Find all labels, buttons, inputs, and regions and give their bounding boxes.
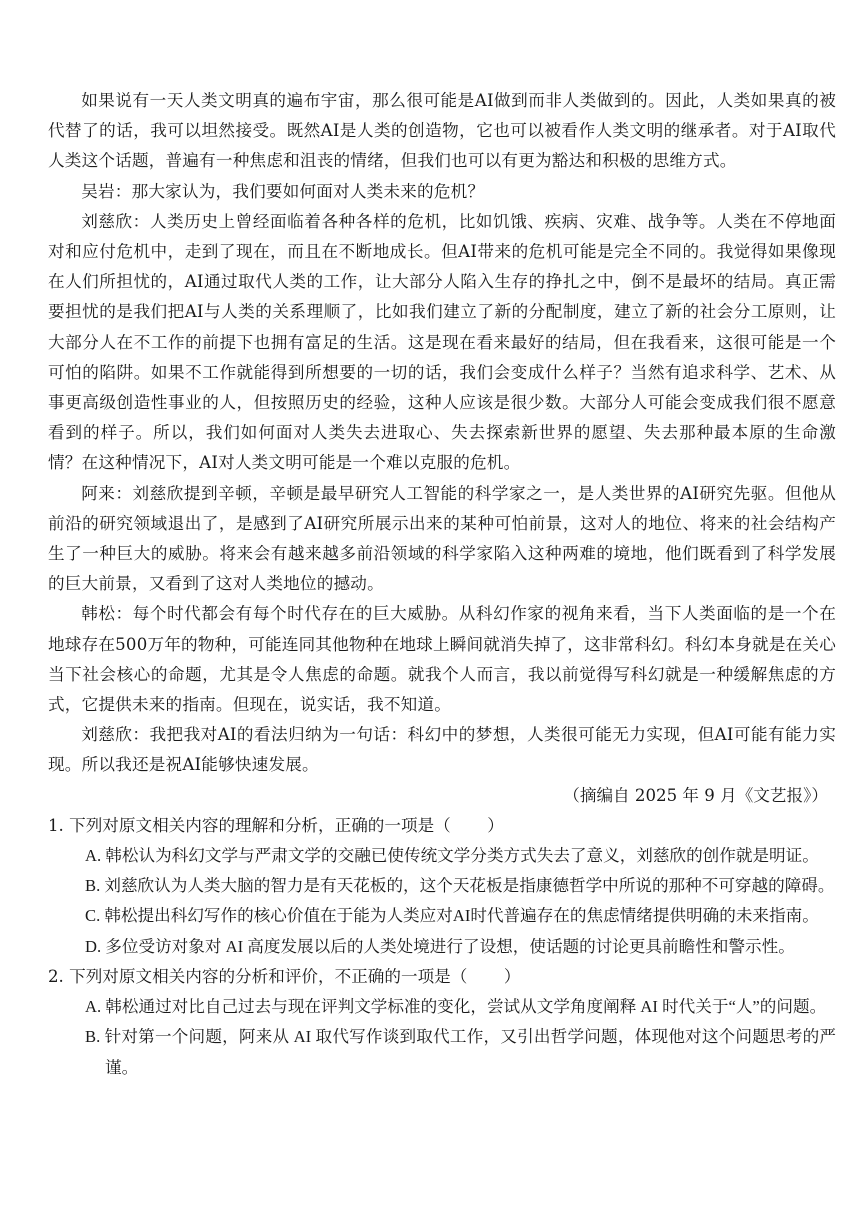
option-letter: C. <box>85 906 101 926</box>
option-b <box>48 1022 836 1082</box>
option-text: 韩松认为科幻文学与严肃文学的交融已使传统文学分类方式失去了意义，刘慈欣的创作就是明证。 <box>101 846 819 866</box>
question-stem-text: 1. 下列对原文相关内容的理解和分析，正确的一项是（ <box>48 815 451 835</box>
question-stem-text: 2. 下列对原文相关内容的分析和评价，不正确的一项是（ <box>48 966 468 986</box>
option-letter: A. <box>85 997 102 1017</box>
question-1 <box>48 811 836 962</box>
question-stem-close: ） <box>503 966 521 986</box>
exam-page <box>48 86 836 1083</box>
option-text: 韩松提出科幻写作的核心价值在于能为人类应对AI时代普遍存在的焦虑情绪提供明确的未来指南。 <box>100 906 819 926</box>
passage-paragraph-5: 韩松：每个时代都会有每个时代存在的巨大威胁。从科幻作家的视角来看，当下人类面临的是一个在地球存在500万年的物种，可能连同其他物种在地球上瞬间就消失掉了，这非常科幻。科幻本身就是在关心当下社会核心的命题，尤其是令人焦虑的命题。就我个人而言，我以前觉得写科幻就是一种缓解焦虑的方式，它提供未来的指南。但现在，说实话，我不知道。 <box>48 604 836 715</box>
option-text: 韩松通过对比自己过去与现在评判文学标准的变化，尝试从文学角度阐释 AI 时代关于“人”的问题。 <box>101 997 827 1017</box>
option-letter: D. <box>85 936 102 956</box>
question-2 <box>48 962 836 1083</box>
option-text: 多位受访对象对 AI 高度发展以后的人类处境进行了设想，使话题的讨论更具前瞻性和警示性。 <box>101 936 795 956</box>
passage-paragraph-2: 吴岩：那大家认为，我们要如何面对人类未来的危机？ <box>81 181 485 201</box>
passage <box>48 86 836 811</box>
option-text: 刘慈欣认为人类大脑的智力是有天花板的，这个天花板是指康德哲学中所说的那种不可穿越的障碍。 <box>100 876 835 896</box>
option-letter: B. <box>85 876 101 896</box>
option-d <box>48 932 836 962</box>
option-letter: A. <box>85 846 102 866</box>
option-c <box>48 901 836 931</box>
passage-paragraph-3: 刘慈欣：人类历史上曾经面临着各种各样的危机，比如饥饿、疾病、灾难、战争等。人类在不停地面对和应付危机中，走到了现在，而且在不断地成长。但AI带来的危机可能是完全不同的。我觉得如果像现在人们所担忧的，AI通过取代人类的工作，让大部分人陷入生存的挣扎之中，倒不是最坏的结局。真正需要担忧的是我们把AI与人类的关系理顺了，比如我们建立了新的分配制度，建立了新的社会分工原则，让大部分人在不工作的前提下也拥有富足的生活。这是现在看来最好的结局，但在我看来，这很可能是一个可怕的陷阱。如果不工作就能得到所想要的一切的话，我们会变成什么样子？当然有追求科学、艺术、从事更高级创造性事业的人，但按照历史的经验，这种人应该是很少数。大部分人可能会变成我们很不愿意看到的样子。所以，我们如何面对人类失去进取心、失去探索新世界的愿望、失去那种最本原的生命激情？在这种情况下，AI对人类文明可能是一个难以克服的危机。 <box>48 211 836 473</box>
question-stem <box>48 811 836 841</box>
source-citation: （摘编自 2025 年 9 月《文艺报》） <box>563 785 828 805</box>
option-letter: B. <box>85 1027 101 1047</box>
option-a <box>48 841 836 871</box>
option-b <box>48 871 836 901</box>
passage-paragraph-4: 阿来：刘慈欣提到辛顿，辛顿是最早研究人工智能的科学家之一，是人类世界的AI研究先驱。但他从前沿的研究领域退出了，是感到了AI研究所展示出来的某种可怕前景，这对人的地位、将来的社会结构产生了一种巨大的威胁。将来会有越来越多前沿领域的科学家陷入这种两难的境地，他们既看到了科学发展的巨大前景，又看到了这对人类地位的撼动。 <box>48 483 836 594</box>
question-stem-close: ） <box>487 815 504 835</box>
option-text: 针对第一个问题，阿来从 AI 取代写作谈到取代工作，又引出哲学问题，体现他对这个问题思考的严谨。 <box>100 1027 836 1077</box>
question-stem <box>48 962 836 992</box>
option-a <box>48 992 836 1022</box>
passage-paragraph-6: 刘慈欣：我把我对AI的看法归纳为一句话：科幻中的梦想，人类很可能无力实现，但AI可能有能力实现。所以我还是祝AI能够快速发展。 <box>48 725 836 775</box>
passage-paragraph-1: 如果说有一天人类文明真的遍布宇宙，那么很可能是AI做到而非人类做到的。因此，人类如果真的被代替了的话，我可以坦然接受。既然AI是人类的创造物，它也可以被看作人类文明的继承者。对于AI取代人类这个话题，普遍有一种焦虑和沮丧的情绪，但我们也可以有更为豁达和积极的思维方式。 <box>48 91 836 171</box>
